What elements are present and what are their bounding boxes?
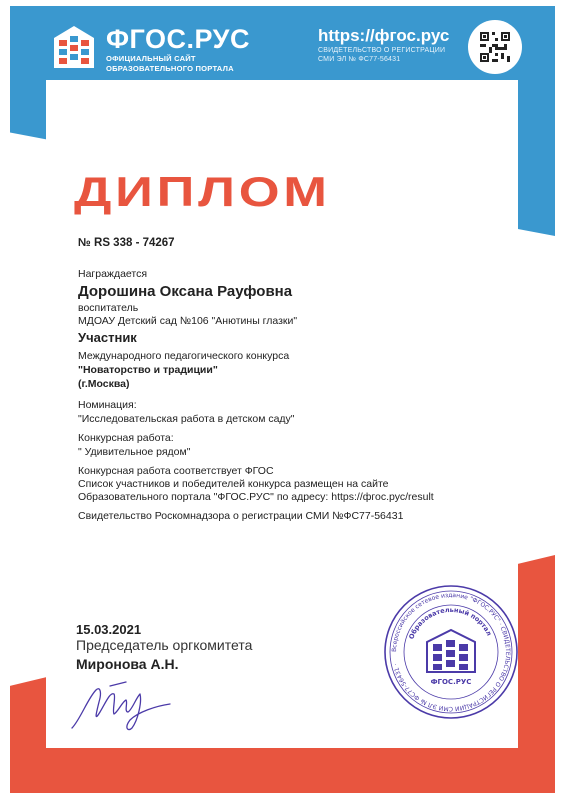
nomination-value: "Исследовательская работа в детском саду" <box>78 413 295 425</box>
issue-date: 15.03.2021 <box>76 622 142 637</box>
brand-block <box>106 24 250 74</box>
contest-name: "Новаторство и традиции" <box>78 364 218 376</box>
chair-name: Миронова А.Н. <box>76 656 179 672</box>
contest-type: Международного педагогического конкурса <box>78 350 290 362</box>
brand-subtitle-1: ОФИЦИАЛЬНЫЙ САЙТ <box>106 54 196 63</box>
awarded-label: Награждается <box>78 268 148 280</box>
work-title: " Удивительное рядом" <box>78 446 191 458</box>
results-list-note: Список участников и победителей конкурса размещен на сайте <box>78 478 389 490</box>
site-block <box>318 26 449 64</box>
qr-code[interactable] <box>468 20 522 74</box>
recipient-position: воспитатель <box>78 302 139 314</box>
recipient-organization: МДОАУ Детский сад №106 "Анютины глазки" <box>78 315 298 327</box>
contest-city: (г.Москва) <box>78 378 130 390</box>
stamp-inner-text: Образовательный портал <box>407 605 494 641</box>
registration-line-2: СМИ ЭЛ № ФС77-56431 <box>318 56 401 63</box>
chair-title: Председатель оргкомитета <box>76 637 253 653</box>
fgos-compliance-note: Конкурсная работа соответствует ФГОС <box>78 465 274 477</box>
recipient-name: Дорошина Оксана Рауфовна <box>78 283 293 300</box>
chair-signature-icon <box>66 668 186 736</box>
diploma-number: № RS 338 - 74267 <box>78 237 175 249</box>
registration-line-1: СВИДЕТЕЛЬСТВО О РЕГИСТРАЦИИ <box>318 47 446 54</box>
results-url-note: Образовательного портала "ФГОС.РУС" по адресу: https://фгос.рус/result <box>78 491 434 503</box>
diploma-title: ДИПЛОМ <box>74 168 331 215</box>
brand-subtitle-2: ОБРАЗОВАТЕЛЬНОГО ПОРТАЛА <box>106 64 234 73</box>
stamp-outer-text: Всероссийское сетевое издание "ФГОС.РУС" · СВИДЕТЕЛЬСТВО О РЕГИСТРАЦИИ СМИ ЭЛ № ФС77-56431 · <box>390 591 512 713</box>
qr-code-icon <box>480 32 510 62</box>
participant-status: Участник <box>78 330 137 345</box>
site-url-link[interactable]: https://фгос.рус <box>318 26 450 45</box>
media-registration-note: Свидетельство Роскомнадзора о регистрации СМИ №ФС77-56431 <box>78 510 404 522</box>
official-stamp-icon <box>383 584 519 720</box>
stamp-center-label: ФГОС.РУС <box>430 678 472 686</box>
brand-name: ФГОС.РУС <box>106 24 250 54</box>
nomination-label: Номинация: <box>78 399 137 411</box>
portal-logo-icon <box>52 24 96 70</box>
work-label: Конкурсная работа: <box>78 432 174 444</box>
